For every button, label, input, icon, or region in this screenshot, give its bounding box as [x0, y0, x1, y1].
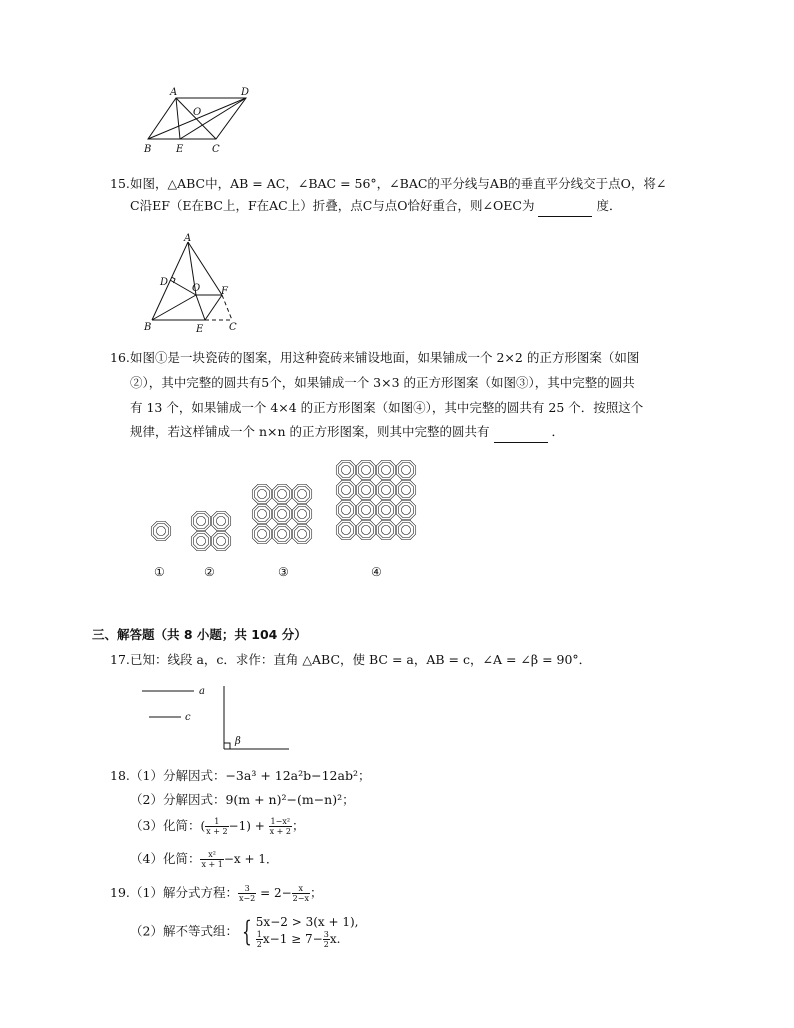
q19-part1-tail: ；	[309, 885, 323, 900]
tile-pattern-2	[191, 511, 231, 551]
q19-half-den: 2	[256, 940, 262, 949]
fig14-label-d: D	[241, 87, 250, 98]
q16-line3: 有 13 个，如果铺成一个 4×4 的正方形图案（如图④），其中完整的圆共有 25 个．按照这个	[130, 400, 644, 415]
q16-line4-end: ．	[551, 424, 565, 439]
q17-text: 已知：线段 a，c．求作：直角 △ABC，使 BC = a，AB = c，∠A = ∠β = 90°．	[130, 652, 592, 667]
q15-line2-end: 度．	[596, 198, 622, 213]
parallelogram-figure	[138, 84, 258, 156]
q18-number: 18.	[110, 768, 130, 783]
q18-part1: （1）分解因式：−3a³ + 12a²b−12ab²；	[130, 768, 371, 783]
q15-line1: 如图，△ABC中，AB = AC，∠BAC = 56°，∠BAC的平分线与AB的垂直平分线交于点O，将∠	[130, 176, 667, 191]
fig15-label-d: D	[160, 277, 169, 288]
q19-frac-num: 3	[323, 930, 329, 939]
segment-c-label: c	[185, 712, 191, 723]
q19-part2	[130, 914, 358, 949]
q15-line2-text: C沿EF（E在BC上，F在AC上）折叠，点C与点O恰好重合，则∠OEC为	[130, 198, 535, 213]
system-brace: {	[241, 914, 252, 948]
q18-part3-label: （3）化简：	[130, 818, 201, 833]
q19-part2-label: （2）解不等式组：	[130, 923, 238, 939]
triangle-figure	[140, 232, 250, 337]
q19-frac-den: 2	[323, 940, 329, 949]
q18-part2: （2）分解因式：9(m + n)²−(m−n)²；	[130, 792, 355, 807]
q19-ineq2-post: x.	[329, 932, 341, 946]
tile-pattern-figures	[140, 456, 440, 582]
tile-pattern-4	[336, 460, 416, 540]
tile-label-2: ②	[204, 565, 215, 579]
q19-p1-frac1-den: x−2	[238, 894, 256, 903]
q16-number: 16.	[110, 350, 130, 365]
q18-part4-tail: −x + 1．	[223, 852, 278, 866]
tile-label-4: ④	[371, 565, 382, 579]
q16-line2: ②），其中完整的圆共有5个，如果铺成一个 3×3 的正方形图案（如图③），其中完整的圆共	[130, 375, 635, 390]
q15-line2	[130, 196, 621, 217]
section-title: 三、解答题（共 8 小题；共 104 分）	[92, 627, 307, 642]
q18-p4-frac-num: x²	[200, 850, 223, 860]
q18-p3-frac2-den: x + 2	[269, 827, 291, 836]
fig14-label-a: A	[170, 87, 178, 98]
construction-figure	[138, 680, 298, 756]
tile-label-3: ③	[278, 565, 289, 579]
fig14-label-b: B	[144, 144, 152, 155]
q18-part4	[130, 849, 278, 869]
fig15-label-e: E	[196, 324, 204, 335]
q18-part3: （3）化简：( $\frac{1}{x + 2}$ −1) + $\frac{\text{1−x²}}{x + 2}$ ；	[130, 817, 305, 836]
fig14-label-e: E	[176, 144, 184, 155]
fig15-label-o: O	[192, 283, 201, 294]
q16-answer-blank[interactable]	[494, 422, 548, 443]
fig15-label-b: B	[144, 322, 152, 333]
q16-line4	[130, 422, 564, 443]
q19-number: 19.	[110, 885, 130, 900]
q15-number: 15.	[110, 176, 130, 191]
q19-part1-label: （1）解分式方程：	[130, 885, 238, 900]
segment-a-label: a	[199, 686, 205, 697]
q19-p1-frac2-num: x	[292, 884, 310, 894]
q19-part1	[130, 883, 322, 903]
q18-p4-frac-den: x + 1	[201, 860, 223, 869]
fig15-label-c: C	[229, 322, 237, 333]
q18-p3-frac1-num: 1	[205, 817, 228, 827]
q18-part4-label: （4）化简：	[130, 851, 201, 866]
fig14-label-c: C	[212, 144, 220, 155]
tile-label-1: ①	[154, 565, 165, 579]
q18-p3-frac2-num: 1−x²	[270, 817, 291, 826]
q18-p3-frac1-den: x + 2	[206, 827, 228, 836]
fig15-label-a: A	[184, 233, 192, 244]
q19-ineq2	[256, 930, 359, 949]
q19-p1-frac1-num: 3	[238, 884, 256, 894]
q19-p1-frac2-den: 2−x	[292, 894, 309, 903]
q15-answer-blank[interactable]	[538, 196, 592, 217]
q19-half-num: 1	[256, 930, 262, 939]
fig15-label-f: F	[221, 286, 228, 297]
angle-beta-label: β	[235, 736, 241, 747]
q17-number: 17.	[110, 652, 130, 667]
tile-pattern-1	[151, 521, 171, 541]
q19-ineq1: 5x−2 > 3(x + 1),	[255, 915, 359, 929]
q19-ineq2-pre: x−1 ≥ 7−	[262, 932, 323, 946]
tile-pattern-3	[252, 484, 312, 544]
q19-part1-mid: = 2−	[256, 886, 292, 900]
fig14-label-o: O	[193, 107, 202, 118]
q16-line4-text: 规律，若这样铺成一个 n×n 的正方形图案，则其中完整的圆共有	[130, 424, 490, 439]
q16-line1: 如图①是一块瓷砖的图案，用这种瓷砖来铺设地面，如果铺成一个 2×2 的正方形图案（如图	[130, 350, 640, 365]
